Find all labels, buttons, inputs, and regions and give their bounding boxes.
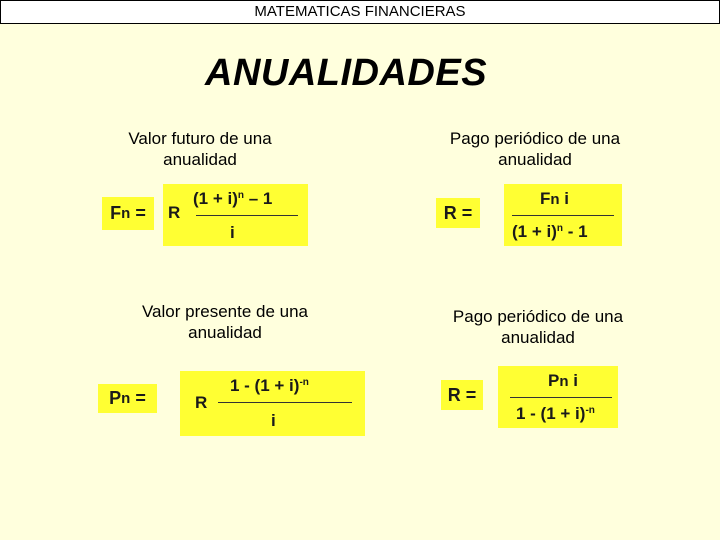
multiplier-r: R <box>168 203 181 222</box>
fraction-bar <box>512 215 614 216</box>
multiplier-r: R <box>195 393 208 412</box>
numerator-tail: i <box>568 371 578 390</box>
numerator-tail: i <box>559 189 570 208</box>
header-title: MATEMATICAS FINANCIERAS <box>254 3 466 20</box>
caption-line-2: anualidad <box>188 323 262 342</box>
denominator-base: 1 - (1 + i) <box>516 404 586 423</box>
payment-formula-pv <box>498 366 618 428</box>
future-value-symbol <box>102 197 154 230</box>
equals-sign: = <box>135 203 146 223</box>
symbol-subscript: n <box>121 390 131 407</box>
future-value-formula <box>163 184 308 246</box>
numerator-base: (1 + i) <box>193 189 238 208</box>
caption-present-value <box>120 301 330 343</box>
denominator-exponent: n <box>556 223 563 234</box>
payment-symbol-pv: R = <box>441 380 483 410</box>
present-value-formula <box>180 371 365 436</box>
fraction-bar <box>510 397 612 398</box>
denominator-base: (1 + i) <box>512 222 557 241</box>
page-title: ANUALIDADES <box>205 52 488 94</box>
numerator-tail: – 1 <box>243 189 273 208</box>
symbol-letter: P <box>109 388 122 408</box>
caption-future-value <box>100 128 300 170</box>
caption-line-1: Valor futuro de una <box>128 129 272 148</box>
denominator-tail: - 1 <box>562 222 588 241</box>
formula-denominator: i <box>271 411 276 430</box>
numerator-exponent: -n <box>299 377 309 388</box>
header-bar <box>0 0 720 24</box>
caption-line-1: Valor presente de una <box>141 302 309 321</box>
numerator-subscript: n <box>550 191 560 208</box>
formula-numerator <box>540 189 569 209</box>
formula-denominator <box>516 404 595 424</box>
formula-denominator: i <box>230 223 235 242</box>
caption-line-2: anualidad <box>163 150 237 169</box>
numerator-symbol: F <box>540 189 551 208</box>
symbol-letter: F <box>110 203 122 223</box>
caption-line-1: Pago periódico de una <box>452 307 624 326</box>
formula-denominator <box>512 222 588 242</box>
formula-numerator <box>548 371 578 391</box>
caption-line-2: anualidad <box>501 328 575 347</box>
formula-numerator <box>230 376 309 396</box>
caption-line-2: anualidad <box>498 150 572 169</box>
payment-formula-fv <box>504 184 622 246</box>
numerator-subscript: n <box>559 373 569 390</box>
formula-numerator <box>193 189 272 209</box>
numerator-symbol: P <box>548 371 560 390</box>
caption-periodic-payment-fv <box>430 128 640 170</box>
numerator-exponent: n <box>237 190 244 201</box>
symbol-subscript: n <box>121 205 131 222</box>
fraction-bar <box>218 402 352 403</box>
denominator-exponent: -n <box>585 405 595 416</box>
caption-line-1: Pago periódico de una <box>449 129 621 148</box>
caption-periodic-payment-pv <box>433 306 643 348</box>
payment-symbol-fv: R = <box>436 198 480 228</box>
numerator-base: 1 - (1 + i) <box>230 376 300 395</box>
equals-sign: = <box>135 388 146 408</box>
present-value-symbol <box>98 384 157 413</box>
fraction-bar <box>196 215 298 216</box>
